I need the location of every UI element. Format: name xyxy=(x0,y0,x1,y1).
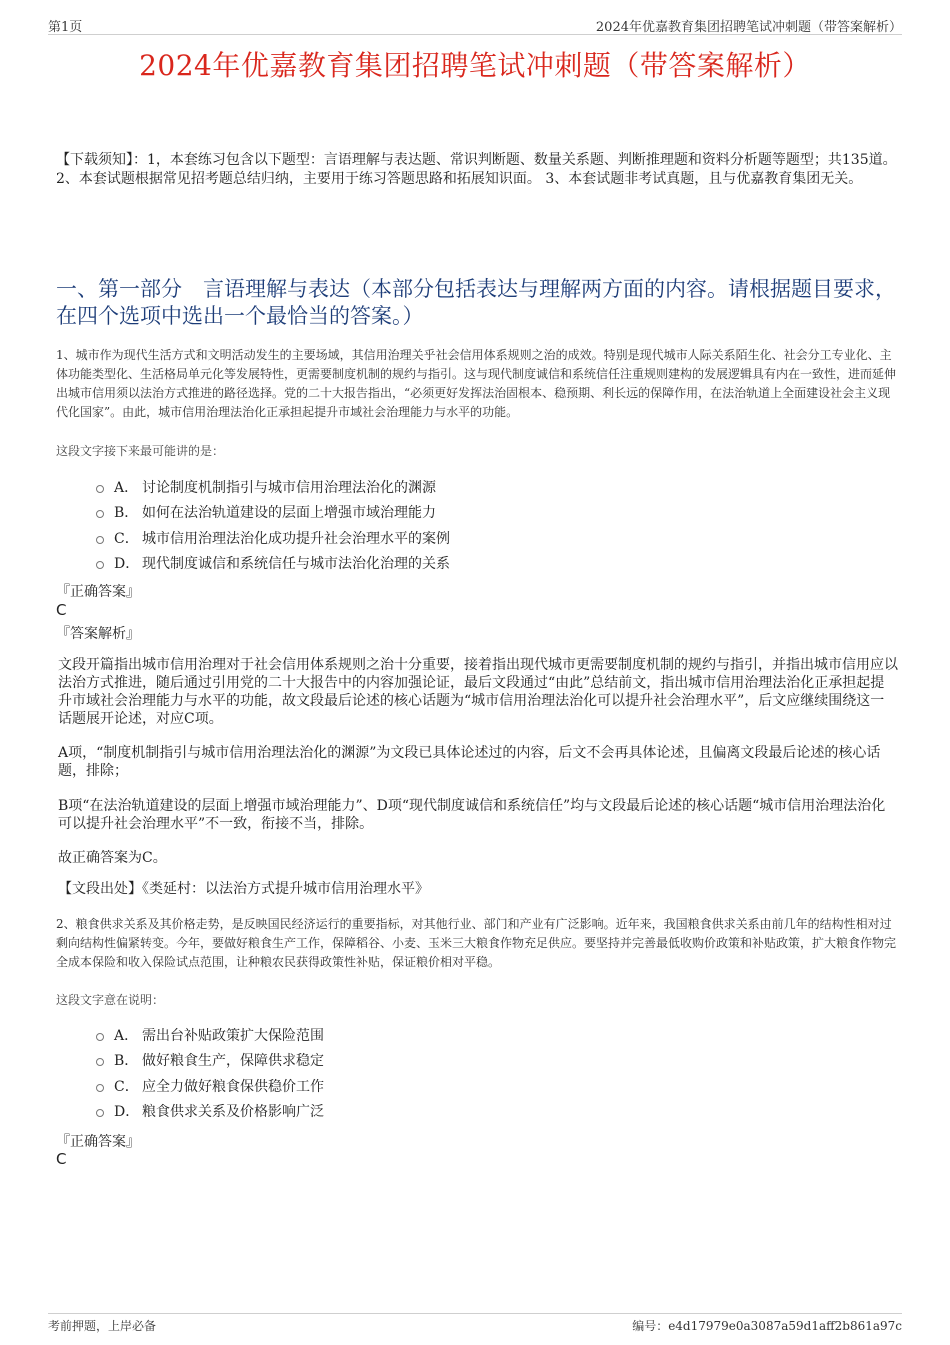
question-2-option-b[interactable] xyxy=(96,1048,324,1074)
question-2-text: 2、粮食供求关系及其价格走势，是反映国民经济运行的重要指标，对其他行业、部门和产业有广泛影响。近年来，我国粮食供求关系由前几年的结构性相对过剩向结构性偏紧转变。今年，要做好粮食生产工作，保障稻谷、小麦、玉米三大粮食作物充足供应。要坚持并完善最低收购价政策和补贴政策，扩大粮食作物完全成本保险和收入保险试点范围，让种粮农民获得政策性补贴，保证粮价相对平稳。 xyxy=(56,917,897,969)
question-1-option-b[interactable] xyxy=(96,500,450,526)
radio-icon[interactable] xyxy=(96,1084,104,1092)
question-2-answer-label: 『正确答案』 xyxy=(56,1134,140,1150)
option-text: 如何在法治轨道建设的层面上增强市域治理能力 xyxy=(142,505,436,522)
analysis-paragraph: B项“在法治轨道建设的层面上增强市域治理能力”、D项“现代制度诚信和系统信任”均与文段最后论述的核心话题“城市信用治理法治化可以提升社会治理水平”不一致，衔接不当，排除。 xyxy=(58,798,886,832)
option-letter: C． xyxy=(114,1078,139,1095)
question-1-answer-label: 『正确答案』 xyxy=(56,584,140,600)
question-2-prompt: 这段文字意在说明： xyxy=(56,993,165,1007)
footer-slogan: 考前押题，上岸必备 xyxy=(48,1319,157,1333)
option-letter: D． xyxy=(114,1104,140,1121)
option-text: 做好粮食生产，保障供求稳定 xyxy=(142,1053,324,1070)
option-letter: A． xyxy=(114,1027,139,1044)
option-letter: B． xyxy=(114,505,139,522)
option-text: 城市信用治理法治化成功提升社会治理水平的案例 xyxy=(142,530,450,547)
radio-icon[interactable] xyxy=(96,510,104,518)
option-letter: D． xyxy=(114,556,140,573)
question-1-option-a[interactable] xyxy=(96,474,450,500)
question-1-analysis-label: 『答案解析』 xyxy=(56,626,140,642)
analysis-source: 【文段出处】《类延村：以法治方式提升城市信用治理水平》 xyxy=(58,881,429,897)
option-text: 应全力做好粮食保供稳价工作 xyxy=(142,1078,324,1095)
question-1-options xyxy=(96,474,450,576)
option-text: 需出台补贴政策扩大保险范围 xyxy=(142,1027,324,1044)
option-letter: C． xyxy=(114,530,139,547)
radio-icon[interactable] xyxy=(96,561,104,569)
question-1-option-c[interactable] xyxy=(96,525,450,551)
question-1-prompt: 这段文字接下来最可能讲的是： xyxy=(56,444,225,458)
analysis-conclusion: 故正确答案为C。 xyxy=(58,850,167,866)
question-1-option-d[interactable] xyxy=(96,551,450,577)
option-letter: B． xyxy=(114,1053,139,1070)
page-header xyxy=(48,14,902,35)
section-title: 一、第一部分 言语理解与表达（本部分包括表达与理解两方面的内容。请根据题目要求，在四个选项中选出一个最恰当的答案。） xyxy=(56,277,896,328)
radio-icon[interactable] xyxy=(96,536,104,544)
option-text: 粮食供求关系及价格影响广泛 xyxy=(142,1104,324,1121)
question-1-text: 1、城市作为现代生活方式和文明活动发生的主要场域，其信用治理关乎社会信用体系规则之治的成效。特别是现代城市人际关系陌生化、社会分工专业化、主体功能类型化、生活格局单元化等发展特性，更需要制度机制的规约与指引。这与现代制度诚信和系统信任注重规则建构的发展逻辑具有内在一致性，进而延伸出城市信用须以法治方式推进的路径选择。党的二十大报告指出，“必须更好发挥法治固根本、稳预期、利长远的保障作用，在法治轨道上全面建设社会主义现代化国家”。由此，城市信用治理法治化正承担起提升市域社会治理能力与水平的功能。 xyxy=(56,348,897,419)
radio-icon[interactable] xyxy=(96,1033,104,1041)
page-footer xyxy=(48,1313,902,1334)
option-letter: A． xyxy=(114,479,139,496)
header-doc-title: 2024年优嘉教育集团招聘笔试冲刺题（带答案解析） xyxy=(595,20,902,35)
question-2-option-a[interactable] xyxy=(96,1022,324,1048)
option-text: 现代制度诚信和系统信任与城市法治化治理的关系 xyxy=(142,556,450,573)
download-notice: 【下载须知】：1，本套练习包含以下题型：言语理解与表达题、常识判断题、数量关系题、判断推理题和资料分析题等题型；共135道。 2、本套试题根据常见招考题总结归纳，主要用于练习答题思路和拓展知识面。 3、本套试题非考试真题，且与优嘉教育集团无关。 xyxy=(56,152,897,187)
document-title: 2024年优嘉教育集团招聘笔试冲刺题（带答案解析） xyxy=(139,49,811,82)
page-number: 第1页 xyxy=(48,20,83,35)
radio-icon[interactable] xyxy=(96,1109,104,1117)
radio-icon[interactable] xyxy=(96,1058,104,1066)
question-2-option-d[interactable] xyxy=(96,1099,324,1125)
footer-doc-id: 编号：e4d17979e0a3087a59d1aff2b861a97c xyxy=(632,1319,902,1333)
analysis-paragraph: A项，“制度机制指引与城市信用治理法治化的渊源”为文段已具体论述过的内容，后文不会再具体论述，且偏离文段最后论述的核心话题，排除； xyxy=(58,745,881,779)
radio-icon[interactable] xyxy=(96,485,104,493)
question-2-options xyxy=(96,1022,324,1124)
analysis-paragraph: 文段开篇指出城市信用治理对于社会信用体系规则之治十分重要，接着指出现代城市更需要制度机制的规约与指引，并指出城市信用应以法治方式推进，随后通过引用党的二十大报告中的内容加强论证，最后文段通过“由此”总结前文，指出城市信用治理法治化正承担起提升市域社会治理能力与水平的功能，故文段最后论述的核心话题为“城市信用治理法治化可以提升社会治理水平”，后文应继续围绕这一话题展开论述，对应C项。 xyxy=(58,657,898,727)
option-text: 讨论制度机制指引与城市信用治理法治化的渊源 xyxy=(142,479,436,496)
question-2-option-c[interactable] xyxy=(96,1073,324,1099)
question-2-answer: C xyxy=(56,1150,67,1168)
question-1-answer: C xyxy=(56,601,67,619)
